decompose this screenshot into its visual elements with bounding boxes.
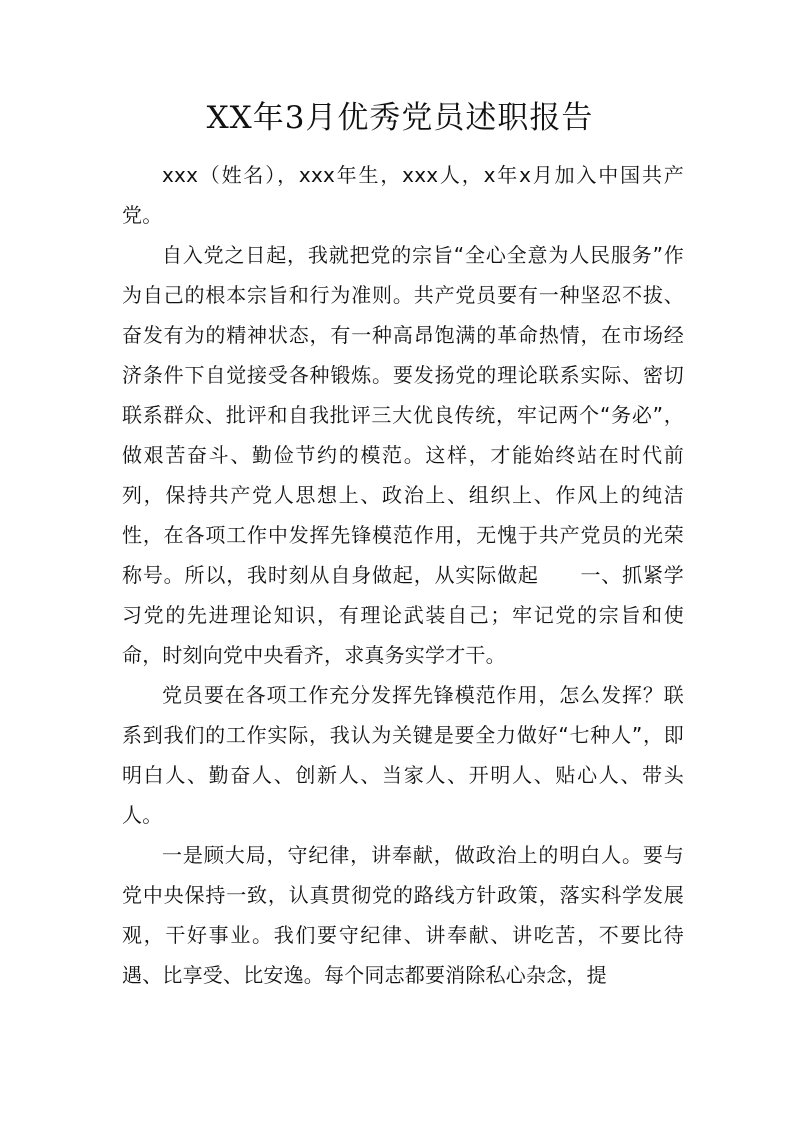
paragraph-party-purpose: 自入党之日起，我就把党的宗旨“全心全意为人民服务”作为自己的根本宗旨和行为准则。共产党员要有一种坚忍不拔、奋发有为的精神状态，有一种高昂饱满的革命热情，在市场经济条件下自觉接受各种锻炼。要发扬党的理论联系实际、密切联系群众、批评和自我批评三大优良传统，牢记两个“务必”，做艰苦奋斗、勤俭节约的模范。这样，才能始终站在时代前列，保持共产党人思想上、政治上、组织上、作风上的纯洁性，在各项工作中发挥先锋模范作用，无愧于共产党员的光荣称号。所以，我时刻从自身做起，从实际做起 一、抓紧学习党的先进理论知识，有理论武装自己；牢记党的宗旨和使命，时刻向党中央看齐，求真务实学才干。 bbox=[122, 243, 684, 667]
document-body bbox=[122, 155, 684, 995]
paragraph-first-point: 一是顾大局，守纪律，讲奉献，做政治上的明白人。要与党中央保持一致，认真贯彻党的路线方针政策，落实科学发展观，干好事业。我们要守纪律、讲奉献、讲吃苦，不要比待遇、比享受、比安逸。每个同志都要消除私心杂念，提 bbox=[122, 843, 684, 987]
document-title: XX年3月优秀党员述职报告 bbox=[206, 100, 594, 136]
paragraph-seven-people: 党员要在各项工作充分发挥先锋模范作用，怎么发挥？联系到我们的工作实际，我认为关键是要全力做好“七种人”，即明白人、勤奋人、创新人、当家人、开明人、贴心人、带头人。 bbox=[122, 683, 684, 827]
paragraph-intro: xxx（姓名），xxx年生，xxx人，x年x月加入中国共产党。 bbox=[122, 163, 684, 227]
